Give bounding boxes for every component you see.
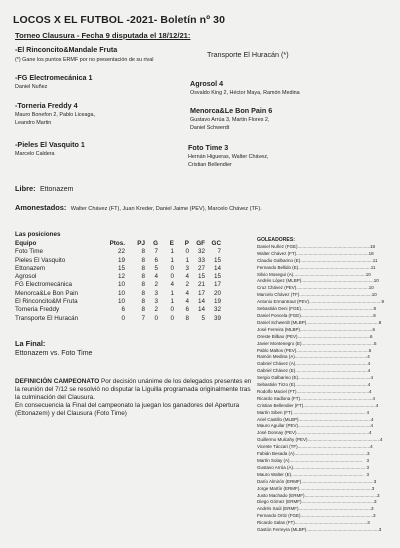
list-item xyxy=(257,520,369,527)
final-label: La Final: xyxy=(15,339,46,348)
scorer-name: Antonio Ermantraut (PEV) xyxy=(257,299,310,305)
scorer-goals: 11 xyxy=(372,257,378,263)
leader-dots: .......................................................... xyxy=(294,451,368,457)
leader-dots: .......................................................... xyxy=(306,527,379,533)
list-item xyxy=(257,312,376,320)
scorer-goals: 3 xyxy=(378,527,382,533)
match3-left-team: -Torneria Freddy 4 xyxy=(15,101,78,110)
list-item xyxy=(257,478,377,486)
leader-dots: .......................................................... xyxy=(295,368,368,374)
list-item xyxy=(257,264,376,272)
row-gf: 33 xyxy=(197,256,205,264)
leader-dots: .......................................................... xyxy=(307,437,381,443)
list-item xyxy=(257,278,379,285)
row-gc: 7 xyxy=(217,248,221,256)
row-g: 6 xyxy=(154,256,158,264)
list-item xyxy=(257,272,369,279)
scorer-goals: 4 xyxy=(367,354,370,360)
row-team: Pieles El Vasquito xyxy=(15,256,66,264)
leader-dots: .......................................................... xyxy=(297,243,371,249)
leader-dots: .......................................................... xyxy=(296,250,369,256)
row-p: 4 xyxy=(185,298,189,306)
list-item xyxy=(257,368,369,375)
list-item xyxy=(257,416,374,424)
header-pts: Ptos. xyxy=(109,240,125,247)
scorer-name: Gastón Ferreyra (MLBP) xyxy=(257,527,307,533)
row-pts: 22 xyxy=(117,248,125,256)
row-pj: 8 xyxy=(141,289,145,297)
header-g: G xyxy=(153,240,158,247)
match3-right-scorers-1: Gustavo Arrúa 3, Martin Flores 2, xyxy=(190,117,270,123)
list-item xyxy=(257,354,369,361)
scorer-name: Andrés Saúl (ERMF) xyxy=(257,506,299,512)
list-item xyxy=(257,292,377,299)
leader-dots: .......................................................... xyxy=(291,471,364,477)
table-row xyxy=(15,315,221,323)
row-g: 3 xyxy=(154,289,158,297)
leader-dots: .......................................................... xyxy=(296,285,369,291)
list-item xyxy=(257,527,382,534)
scorer-name: Cruz Chávez (PEV) xyxy=(257,285,297,291)
row-gf: 14 xyxy=(197,306,205,314)
row-g: 5 xyxy=(154,264,158,272)
scorer-goals: 6 xyxy=(370,333,373,339)
list-item xyxy=(257,410,369,417)
leader-dots: .......................................................... xyxy=(298,264,371,270)
leader-dots: .......................................................... xyxy=(303,402,376,408)
scorer-name: Ramón Medina (A) xyxy=(257,354,295,360)
leader-dots: .......................................................... xyxy=(298,506,372,512)
definicion-block xyxy=(15,378,255,418)
match2-left-scorers: Daniel Nuñez xyxy=(15,84,48,90)
row-team: Menorca&Le Bon Pain xyxy=(15,289,79,297)
match1-right-team: Transporte El Huracán (*) xyxy=(207,50,289,59)
scorer-goals: 4 xyxy=(369,388,372,394)
definicion-text: Por decisión unánime de los delegados presentes en la reunión del 7/12 se resolvió no disputar la Liguilla programada originalmente tras la culminación del Clausura. xyxy=(15,378,252,401)
leader-dots: .......................................................... xyxy=(299,292,372,298)
leader-dots: .......................................................... xyxy=(297,444,371,450)
scorer-name: Martín Siben (FT) xyxy=(257,409,293,415)
match4-right-team: Foto Time 3 xyxy=(188,143,229,152)
header-e: E xyxy=(169,240,174,247)
list-item xyxy=(257,513,376,520)
row-pj: 8 xyxy=(141,273,145,281)
scorer-goals: 8 xyxy=(378,319,382,325)
row-pts: 6 xyxy=(121,306,125,314)
scorer-name: Sergio Galbarino (E) xyxy=(257,375,299,381)
scorers-title: GOLEADORES: xyxy=(257,237,295,243)
row-gf: 17 xyxy=(197,289,205,297)
scorer-goals: 3 xyxy=(374,499,377,505)
row-team: Transporte El Huracán xyxy=(15,314,79,322)
leader-dots: .......................................................... xyxy=(295,382,368,388)
scorer-name: Sebastián Tirzo (E) xyxy=(257,382,296,388)
final-block xyxy=(15,339,92,357)
row-team: Torneria Freddy xyxy=(15,306,60,314)
list-item xyxy=(257,402,379,410)
row-g: 7 xyxy=(154,248,158,256)
scorer-name: Gabriel Chávez (A) xyxy=(257,361,296,367)
scorer-goals: 18 xyxy=(368,250,374,256)
row-gc: 15 xyxy=(213,273,221,281)
scorer-name: Fernando Ortiz (FGE) xyxy=(257,513,301,519)
row-pts: 10 xyxy=(117,289,125,297)
scorer-name: Ricardo Sadlona (FT) xyxy=(257,395,301,401)
row-gc: 39 xyxy=(213,314,221,322)
header-pj: PJ xyxy=(137,240,145,247)
scorer-name: Andrés López (MLBP) xyxy=(257,278,302,284)
scorer-goals: 4 xyxy=(366,409,369,415)
list-item xyxy=(257,326,376,334)
row-pj: 8 xyxy=(141,248,145,256)
row-gf: 14 xyxy=(197,298,205,306)
row-gf: 15 xyxy=(197,273,205,281)
table-row xyxy=(15,248,221,256)
scorer-goals: 4 xyxy=(380,437,383,443)
scorer-name: Mauro Walter (E) xyxy=(257,471,292,477)
scorer-goals: 8 xyxy=(373,306,377,312)
scorer-goals: 4 xyxy=(367,368,371,374)
scorer-name: Oreste Bilbao (PEV) xyxy=(257,333,298,339)
match3-right-scorers-2: Daniel Schwerdt xyxy=(190,125,230,131)
bulletin-title: LOCOS X EL FUTBOL -2021- Boletín nº 30 xyxy=(13,14,226,26)
leader-dots: .......................................................... xyxy=(294,354,368,360)
row-p: 1 xyxy=(185,256,189,264)
header-gc: GC xyxy=(211,240,221,247)
leader-dots: .......................................................... xyxy=(300,312,374,318)
row-gc: 20 xyxy=(213,289,221,297)
scorer-goals: 10 xyxy=(365,271,371,277)
scorer-goals: 10 xyxy=(373,278,379,284)
scorer-goals: 9 xyxy=(381,299,385,305)
row-e: 0 xyxy=(170,273,174,281)
scorer-goals: 3 xyxy=(377,492,380,498)
scorers-list xyxy=(257,237,385,534)
leader-dots: .......................................................... xyxy=(293,464,366,470)
row-p: 4 xyxy=(185,273,189,281)
scorer-name: Ariel Castillo (MLBP) xyxy=(257,416,299,422)
row-gc: 32 xyxy=(213,306,221,314)
table-row xyxy=(15,257,221,265)
match2-right-scorers: Osvaldo King 2, Héctor Maya, Ramón Medina xyxy=(190,90,300,96)
list-item xyxy=(257,361,369,368)
row-pts: 0 xyxy=(121,314,125,322)
leader-dots: .......................................................... xyxy=(301,340,375,346)
scorer-goals: 18 xyxy=(370,243,376,249)
scorer-name: Marcelo Chávez (TF) xyxy=(257,292,300,298)
row-e: 1 xyxy=(170,256,174,264)
leader-dots: .......................................................... xyxy=(306,319,379,325)
row-g: 4 xyxy=(154,273,158,281)
scorer-name: José Donnay (PEV) xyxy=(257,430,297,436)
list-item xyxy=(257,388,372,396)
list-item xyxy=(257,423,374,430)
definicion-label: DEFINICIÓN CAMPEONATO xyxy=(15,378,100,385)
scorer-goals: 3 xyxy=(373,478,377,484)
list-item xyxy=(257,306,377,313)
standings-table xyxy=(15,240,221,323)
row-pj: 7 xyxy=(141,314,145,322)
row-gf: 27 xyxy=(197,264,205,272)
row-p: 8 xyxy=(185,314,189,322)
row-team: Ettonazem xyxy=(15,264,46,272)
scorer-name: Daniel Schwerdt (MLBP) xyxy=(257,319,307,325)
scorer-goals: 3 xyxy=(366,464,369,470)
header-gf: GF xyxy=(196,240,205,247)
scorer-goals: 3 xyxy=(366,471,369,477)
leader-dots: .......................................................... xyxy=(293,271,366,277)
table-row xyxy=(15,273,221,281)
scorer-name: Vicente Táccari (TF) xyxy=(257,444,298,450)
scorer-name: Walter Chávez (FT) xyxy=(257,250,297,256)
row-gf: 5 xyxy=(201,314,205,322)
scorer-goals: 5 xyxy=(374,340,377,346)
list-item xyxy=(257,250,374,258)
scorer-name: Diego Gómez (ERMF) xyxy=(257,499,302,505)
row-team: FG Electromecánica xyxy=(15,281,73,289)
leader-dots: .......................................................... xyxy=(296,388,370,394)
scorer-name: José Ferreira (MLBP) xyxy=(257,326,301,332)
row-gf: 32 xyxy=(197,248,205,256)
leader-dots: .......................................................... xyxy=(298,423,371,429)
final-value: Ettonazem vs. Foto Time xyxy=(15,350,93,357)
header-p: P xyxy=(184,240,189,247)
scorer-name: Darío Almirón (ERMF) xyxy=(257,478,302,484)
list-item xyxy=(257,499,377,506)
fixture-subtitle: Torneo Clausura - Fecha 9 disputada el 18/12/21: xyxy=(15,31,191,40)
leader-dots: .......................................................... xyxy=(294,520,368,526)
libre-label: Libre: xyxy=(15,184,36,193)
list-item xyxy=(257,506,374,513)
table-row xyxy=(15,306,221,314)
row-e: 4 xyxy=(170,281,174,289)
row-e: 1 xyxy=(170,289,174,297)
scorer-goals: 4 xyxy=(375,402,379,408)
row-p: 6 xyxy=(185,306,189,314)
scorer-name: Gabriel Chávez (E) xyxy=(257,368,296,374)
leader-dots: .......................................................... xyxy=(300,257,373,263)
list-item xyxy=(257,485,375,493)
scorer-name: Pablo Maltos (PEV) xyxy=(257,347,297,353)
row-team: Agrosol xyxy=(15,273,37,281)
list-item xyxy=(257,257,378,265)
scorer-name: Cristian Bellendier (FT) xyxy=(257,402,304,408)
list-item xyxy=(257,444,373,451)
match3-left-scorers-2: Leandro Martin xyxy=(15,120,52,126)
scorer-goals: 6 xyxy=(372,326,376,332)
list-item xyxy=(257,395,376,403)
leader-dots: .......................................................... xyxy=(298,416,372,422)
leader-dots: .......................................................... xyxy=(289,458,363,463)
row-team: Foto Time xyxy=(15,248,43,256)
scorer-name: Mauro Aguilar (PEV) xyxy=(257,423,299,429)
row-pts: 19 xyxy=(117,256,125,264)
scorer-name: Martín Solay (A) xyxy=(257,458,290,463)
row-g: 2 xyxy=(154,281,158,289)
match4-right-scorers-2: Cristian Bellendier xyxy=(188,162,232,168)
leader-dots: .......................................................... xyxy=(296,430,370,436)
row-gc: 17 xyxy=(213,281,221,289)
leader-dots: .......................................................... xyxy=(298,375,371,381)
standings-header-row xyxy=(15,240,221,248)
row-p: 3 xyxy=(185,264,189,272)
list-item xyxy=(257,437,383,444)
scorer-goals: 3 xyxy=(367,520,370,526)
scorers-rows xyxy=(257,243,385,534)
scorer-goals: 3 xyxy=(371,485,375,491)
list-item xyxy=(257,458,369,465)
definicion-text-2: En consecuencia la Final del campeonato la juegan los ganadores del Apertura (Ettonazem) y del Clausura (Foto Time) xyxy=(15,401,240,417)
scorer-goals: 3 xyxy=(366,458,369,463)
scorer-name: Guillermo Mulcahy (PEV) xyxy=(257,437,308,443)
row-pj: 8 xyxy=(141,256,145,264)
match1-left-team: -El Rinconcito&Mandale Fruta xyxy=(15,45,118,54)
list-item xyxy=(257,430,372,437)
leader-dots: .......................................................... xyxy=(301,478,374,484)
scorer-name: Fernando Bellido (E) xyxy=(257,264,299,270)
table-row xyxy=(15,298,221,306)
scorer-goals: 4 xyxy=(370,423,374,429)
match3-left-scorers-1: Mauro Bonefon 2, Pablo Liceaga, xyxy=(15,112,96,118)
list-item xyxy=(257,340,377,348)
row-pj: 8 xyxy=(141,298,145,306)
scorer-goals: 4 xyxy=(370,444,373,450)
match1-note: (*) Gane los puntos ERMF por no presentación de su rival xyxy=(15,57,154,63)
row-p: 0 xyxy=(185,248,189,256)
leader-dots: .......................................................... xyxy=(297,333,371,339)
row-pj: 8 xyxy=(141,281,145,289)
scorer-name: Justo Machado (ERMF) xyxy=(257,492,305,498)
list-item xyxy=(257,472,369,479)
row-g: 0 xyxy=(154,314,158,322)
scorer-goals: 11 xyxy=(370,264,376,270)
row-e: 1 xyxy=(170,298,174,306)
table-row xyxy=(15,265,221,273)
list-item xyxy=(257,347,372,355)
header-team: Equipo xyxy=(15,240,37,247)
leader-dots: .......................................................... xyxy=(299,485,372,491)
amonestados-label: Amonestados: xyxy=(15,203,67,212)
scorer-goals: 3 xyxy=(371,506,374,512)
standings-title: Las posiciones xyxy=(15,231,61,238)
scorer-goals: 8 xyxy=(373,312,376,318)
row-e: 0 xyxy=(170,306,174,314)
row-gc: 15 xyxy=(213,256,221,264)
scorer-name: Claudio Galbarino (E) xyxy=(257,257,301,263)
scorer-goals: 3 xyxy=(373,513,376,519)
row-pts: 10 xyxy=(117,281,125,289)
row-pj: 8 xyxy=(141,306,145,314)
row-e: 1 xyxy=(170,248,174,256)
list-item xyxy=(257,319,382,327)
leader-dots: .......................................................... xyxy=(301,499,375,505)
leader-dots: .......................................................... xyxy=(301,278,374,284)
table-row xyxy=(15,290,221,298)
row-g: 2 xyxy=(154,306,158,314)
scorer-name: Daniel Poncela (FGE) xyxy=(257,312,301,318)
row-pts: 15 xyxy=(117,264,125,272)
scorer-name: Ricardo Salas (FT) xyxy=(257,520,295,526)
match4-left-team: -Pieles El Vasquito 1 xyxy=(15,140,85,149)
leader-dots: .......................................................... xyxy=(296,347,369,353)
scorer-goals: 4 xyxy=(367,382,371,388)
scorer-name: Silvio Mosegui (A) xyxy=(257,271,294,277)
scorer-name: Javier Montenegro (E) xyxy=(257,340,302,346)
leader-dots: .......................................................... xyxy=(301,306,374,312)
leader-dots: .......................................................... xyxy=(309,299,382,305)
row-gc: 19 xyxy=(213,298,221,306)
list-item xyxy=(257,492,380,500)
match4-right-scorers-1: Hernán Higueras, Walter Chávez, xyxy=(188,154,269,160)
scorer-goals: 10 xyxy=(371,292,377,298)
row-p: 2 xyxy=(185,281,189,289)
libre-value: Ettonazem xyxy=(39,186,74,193)
leader-dots: .......................................................... xyxy=(304,492,378,498)
list-item xyxy=(257,243,376,251)
row-e: 0 xyxy=(170,264,174,272)
scorer-goals: 4 xyxy=(367,361,371,367)
scorer-name: Sebastián Deni (FGE) xyxy=(257,306,302,312)
scorer-goals: 4 xyxy=(369,430,372,436)
scorer-name: Rodolfo Maciel (FT) xyxy=(257,388,297,394)
scorer-goals: 10 xyxy=(368,285,374,291)
row-p: 4 xyxy=(185,289,189,297)
scorer-goals: 4 xyxy=(371,416,374,422)
row-pj: 8 xyxy=(141,264,145,272)
scorer-name: Gustavo Arrúa (A) xyxy=(257,464,294,470)
amonestados-value: Walter Chávez (FT), Juan Kreder, Daniel Jaime (PEV), Marcelo Chávez (TF). xyxy=(70,206,262,212)
leader-dots: .......................................................... xyxy=(292,409,365,415)
row-team: El Rinconcito&M Fruta xyxy=(15,298,78,306)
scorer-goals: 5 xyxy=(368,347,372,353)
libre-line xyxy=(15,178,73,196)
amonestados-line xyxy=(15,197,262,215)
row-g: 3 xyxy=(154,298,158,306)
list-item xyxy=(257,465,369,472)
scorer-goals: 3 xyxy=(367,451,370,457)
list-item xyxy=(257,451,369,458)
list-item xyxy=(257,285,374,292)
row-pts: 12 xyxy=(117,273,125,281)
match4-left-scorers: Marcelo Caldera xyxy=(15,151,55,157)
list-item xyxy=(257,299,385,306)
table-row xyxy=(15,281,221,289)
leader-dots: .......................................................... xyxy=(300,395,373,401)
leader-dots: .......................................................... xyxy=(295,361,368,367)
row-pts: 10 xyxy=(117,298,125,306)
scorer-goals: 4 xyxy=(370,375,374,381)
list-item xyxy=(257,333,373,341)
scorer-name: Fabián Besada (A) xyxy=(257,451,295,457)
row-e: 0 xyxy=(170,314,174,322)
list-item xyxy=(257,382,369,389)
scorer-goals: 4 xyxy=(372,395,376,401)
list-item xyxy=(257,375,374,382)
match3-right-team: Menorca&Le Bon Pain 6 xyxy=(190,106,273,115)
row-gf: 21 xyxy=(197,281,205,289)
match2-left-team: -FG Electromecánica 1 xyxy=(15,73,93,82)
match2-right-team: Agrosol 4 xyxy=(190,79,224,88)
leader-dots: .......................................................... xyxy=(300,513,374,519)
leader-dots: .......................................................... xyxy=(300,326,373,332)
scorer-name: Daniel Nuñez (FGE) xyxy=(257,243,298,249)
row-gc: 14 xyxy=(213,264,221,272)
scorer-name: Jorge Martín (ERMF) xyxy=(257,485,300,491)
